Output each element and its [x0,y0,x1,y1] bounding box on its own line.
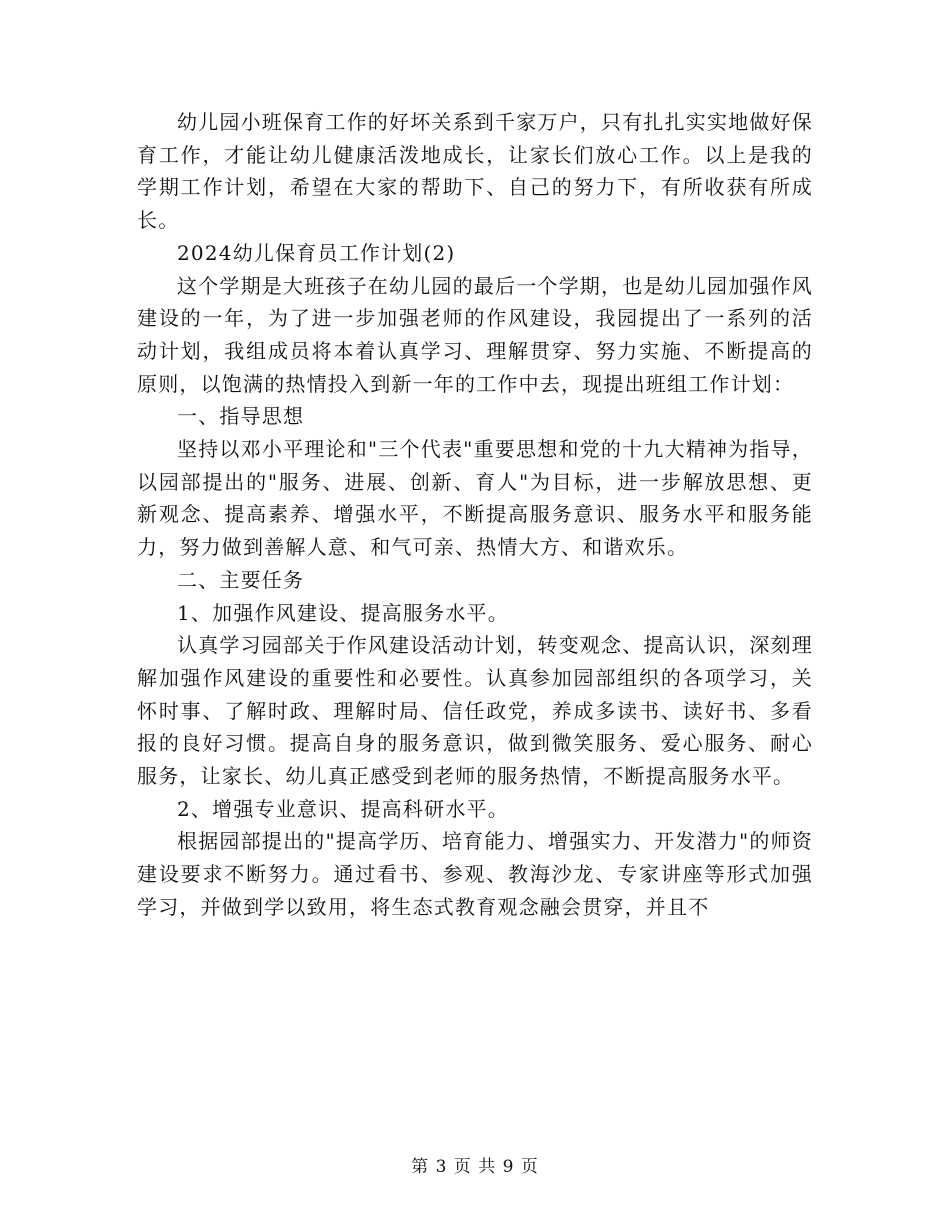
document-body [137,106,813,924]
heading-main-tasks: 二、主要任务 [177,567,305,592]
footer-suffix: 页 [520,1157,539,1177]
guiding-ideology-paragraph: 坚持以邓小平理论和"三个代表"重要思想和党的十九大精神为指导，以园部提出的"服务、进展、创新、育人"为目标，进一步解放思想、更新观念、提高素养、增强水平，不断提高服务意识、服务水平和服务能力，努力做到善解人意、和气可亲、热情大方、和谐欢乐。 [137,437,813,560]
task-1-heading: 1、加强作风建设、提高服务水平。 [177,600,509,625]
section-title: 2024幼儿保育员工作计划(2) [177,240,456,265]
footer-total-pages: 9 [502,1157,515,1177]
task-1-paragraph: 认真学习园部关于作风建设活动计划，转变观念、提高认识，深刻理解加强作风建设的重要性和必要性。认真参加园部组织的各项学习，关怀时事、了解时政、理解时局、信任政党，养成多读书、读好书、多看报的良好习惯。提高自身的服务意识，做到微笑服务、爱心服务、耐心服务，让家长、幼儿真正感受到老师的服务热情，不断提高服务水平。 [137,633,813,789]
heading-guiding-ideology: 一、指导思想 [177,404,305,429]
page-footer [0,1152,950,1177]
task-2-paragraph: 根据园部提出的"提高学历、培育能力、增强实力、开发潜力"的师资建设要求不断努力。通过看书、参观、教海沙龙、专家讲座等形式加强学习，并做到学以致用，将生态式教育观念融会贯穿，并且不 [137,829,813,919]
task-2-heading: 2、增强专业意识、提高科研水平。 [177,796,509,821]
footer-prefix: 第 [411,1157,430,1177]
footer-current-page: 3 [435,1157,448,1177]
closing-paragraph: 幼儿园小班保育工作的好坏关系到千家万户，只有扎扎实实地做好保育工作，才能让幼儿健康活泼地成长，让家长们放心工作。以上是我的学期工作计划，希望在大家的帮助下、自己的努力下，有所收获有所成长。 [137,110,813,233]
footer-middle: 页 共 [453,1157,497,1177]
intro-paragraph: 这个学期是大班孩子在幼儿园的最后一个学期，也是幼儿园加强作风建设的一年，为了进一步加强老师的作风建设，我园提出了一系列的活动计划，我组成员将本着认真学习、理解贯穿、努力实施、不断提高的原则，以饱满的热情投入到新一年的工作中去，现提出班组工作计划： [137,273,813,396]
